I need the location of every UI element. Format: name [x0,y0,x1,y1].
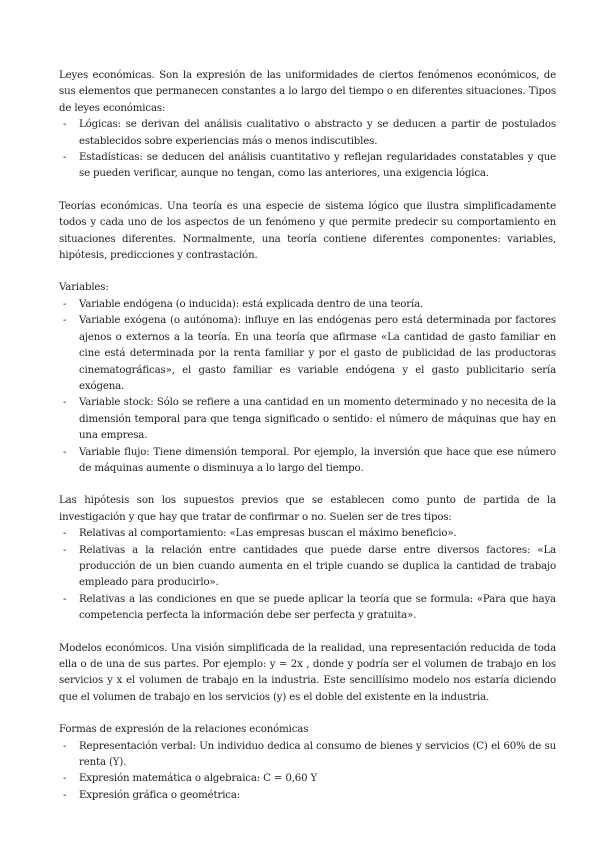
leyes-list [59,117,556,183]
leyes-intro: Leyes económicas. Son la expresión de las uniformidades de ciertos fenómenos económicos, de sus elementos que permanecen constantes a lo largo del tiempo o en diferentes situaciones. Tipos de leyes económicas: [59,70,556,114]
variables-heading: Variables: [59,282,109,294]
list-item: - Variable exógena (o autónoma): influye en las endógenas pero está determinada por factores ajenos o externos a la teoría. En una teoría que afirmase «La cantidad de gasto familiar en cine está determinada por la renta familiar y por el gasto de publicidad de las productoras cinematográficas», el gasto familiar es variable endógena y el gasto publicitario sería exógena. [59,313,556,395]
list-item: - Variable endógena (o inducida): está explicada dentro de una teoría. [59,297,556,313]
hipotesis-intro: Las hipótesis son los supuestos previos que se establecen como punto de partida de la investigación y que hay que tratar de confirmar o no. Suelen ser de tres tipos: [59,495,556,523]
formas-list [59,739,556,805]
document-page [59,68,556,820]
list-item: - Expresión gráfica o geométrica: [59,788,556,804]
teorias-paragraph: Teorías económicas. Una teoría es una especie de sistema lógico que ilustra simplificadamente todos y cada uno de los aspectos de un fenómeno y que permite predecir su comportamiento en situaciones diferentes. Normalmente, una teoría contiene diferentes componentes: variables, hipótesis, predicciones y contrastación. [59,200,556,262]
formas-heading: Formas de expresión de la relaciones económicas [59,724,309,736]
section-teorias [59,199,556,265]
section-variables [59,280,556,477]
list-item: - Estadísticas: se deducen del análisis cuantitativo y reflejan regularidades constatables y que se pueden verificar, aunque no tengan, como las anteriores, una exigencia lógica. [59,150,556,183]
list-item: - Expresión matemática o algebraica: C = 0,60 Y [59,771,556,787]
section-hipotesis [59,493,556,624]
variables-list [59,297,556,477]
section-modelos [59,641,556,707]
section-formas [59,722,556,804]
list-item: - Variable stock: Sólo se refiere a una cantidad en un momento determinado y no necesita de la dimensión temporal para que tenga significado o sentido: el número de máquinas que hay en una empresa. [59,395,556,444]
list-item: - Relativas a la relación entre cantidades que puede darse entre diversos factores: «La producción de un bien cuando aumenta en el triple cuando se duplica la cantidad de trabajo empleado para producirlo». [59,543,556,592]
list-item: - Relativas al comportamiento: «Las empresas buscan el máximo beneficio». [59,526,556,542]
list-item: - Representación verbal: Un individuo dedica al consumo de bienes y servicios (C) el 60% de su renta (Y). [59,739,556,772]
list-item: - Relativas a las condiciones en que se puede aplicar la teoría que se formula: «Para que haya competencia perfecta la información debe ser perfecta y gratuita». [59,592,556,625]
hipotesis-list [59,526,556,624]
list-item: - Variable flujo: Tiene dimensión temporal. Por ejemplo, la inversión que hace que ese número de máquinas aumente o disminuya a lo largo del tiempo. [59,445,556,478]
modelos-paragraph: Modelos económicos. Una visión simplificada de la realidad, una representación reducida de toda ella o de una de sus partes. Por ejemplo: y = 2x , donde y podría ser el volumen de trabajo en los servicios y x el volumen de trabajo en la industria. Este sencillísimo modelo nos estaría diciendo que el volumen de trabajo en los servicios (y) es el doble del existente en la industria. [59,642,556,703]
section-leyes [59,68,556,183]
list-item: - Lógicas: se derivan del análisis cualitativo o abstracto y se deducen a partir de postulados establecidos sobre experiencias más o menos indiscutibles. [59,117,556,150]
